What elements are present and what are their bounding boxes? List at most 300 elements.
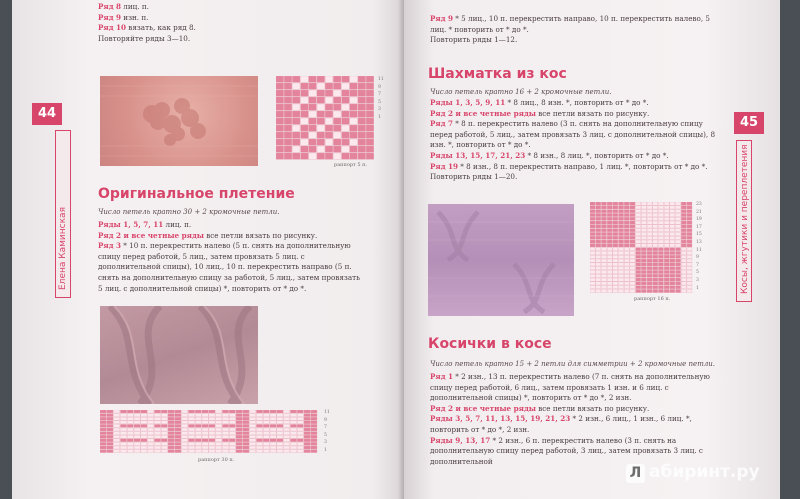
chart-cell bbox=[687, 229, 692, 232]
page-number-left: 44 bbox=[32, 103, 62, 125]
chart-cell bbox=[681, 248, 686, 251]
chart-cell bbox=[148, 417, 154, 420]
chart-cell bbox=[277, 442, 283, 445]
chart-cell bbox=[601, 244, 606, 247]
chart-cell bbox=[175, 450, 181, 453]
chart-cell bbox=[687, 206, 692, 209]
chart-cell bbox=[141, 446, 147, 449]
chart-cell bbox=[601, 213, 606, 216]
chart-cell bbox=[658, 274, 663, 277]
chart-cell bbox=[596, 251, 601, 254]
chart-cell bbox=[613, 221, 618, 224]
chart-cell bbox=[222, 432, 228, 435]
chart-cell bbox=[687, 278, 692, 281]
chart-cell bbox=[209, 421, 215, 424]
chart-cell bbox=[676, 251, 681, 254]
left-page bbox=[12, 0, 404, 499]
chart-cell bbox=[664, 213, 669, 216]
chart-cell bbox=[127, 442, 133, 445]
chart-cell bbox=[601, 229, 606, 232]
chart-cell bbox=[195, 424, 201, 427]
chart-checker-cables-repeat: раппорт 16 п. bbox=[634, 296, 671, 302]
chart-cell bbox=[596, 259, 601, 262]
chart-cell bbox=[127, 428, 133, 431]
chart-cell bbox=[607, 267, 612, 270]
chart-cell bbox=[658, 263, 663, 266]
chart-cell bbox=[366, 104, 374, 110]
chart-cell bbox=[670, 278, 675, 281]
chart-cell bbox=[653, 274, 658, 277]
chart-cell bbox=[250, 421, 256, 424]
chart-cell bbox=[216, 435, 222, 438]
chart-cell bbox=[284, 446, 290, 449]
chart-cell bbox=[301, 125, 309, 131]
row-number: 11 bbox=[324, 410, 330, 415]
chart-cell bbox=[342, 118, 350, 124]
chart-cell bbox=[317, 76, 325, 82]
chart-cell bbox=[148, 439, 154, 442]
chart-cell bbox=[148, 435, 154, 438]
chart-cell bbox=[120, 450, 126, 453]
chart-cell bbox=[154, 424, 160, 427]
chart-cell bbox=[154, 432, 160, 435]
chart-cell bbox=[243, 428, 249, 431]
chart-cell bbox=[148, 424, 154, 427]
chart-cell bbox=[297, 410, 303, 413]
chart-cell bbox=[168, 442, 174, 445]
chart-cell bbox=[277, 417, 283, 420]
chart-cell bbox=[120, 424, 126, 427]
chart-cell bbox=[325, 111, 333, 117]
chart-cell bbox=[301, 97, 309, 103]
chart-cell bbox=[236, 442, 242, 445]
chart-cell bbox=[309, 76, 317, 82]
chart-cell bbox=[284, 153, 292, 159]
chart-cell bbox=[107, 439, 113, 442]
chart-cell bbox=[647, 240, 652, 243]
chart-cell bbox=[270, 442, 276, 445]
chart-cell bbox=[658, 286, 663, 289]
chart-cell bbox=[653, 221, 658, 224]
chart-cell bbox=[243, 439, 249, 442]
chart-cell bbox=[284, 146, 292, 152]
chart-cell bbox=[596, 278, 601, 281]
chart-cell bbox=[653, 248, 658, 251]
chart-cell bbox=[134, 428, 140, 431]
chart-cell bbox=[175, 435, 181, 438]
chart-cell bbox=[250, 414, 256, 417]
chart-cell bbox=[670, 240, 675, 243]
chart-cell bbox=[100, 414, 106, 417]
chart-cell bbox=[154, 428, 160, 431]
chart-cell bbox=[209, 424, 215, 427]
chart-cell bbox=[596, 213, 601, 216]
chart-cell bbox=[168, 410, 174, 413]
chart-cell bbox=[636, 255, 641, 258]
chart-cell bbox=[613, 263, 618, 266]
chart-cell bbox=[290, 424, 296, 427]
chart-cell bbox=[127, 417, 133, 420]
chart-cell bbox=[619, 236, 624, 239]
chart-cell bbox=[607, 289, 612, 292]
chart-cell bbox=[676, 289, 681, 292]
chart-cell bbox=[256, 410, 262, 413]
chart-cell bbox=[311, 421, 317, 424]
chart-cell bbox=[653, 217, 658, 220]
chart-cell bbox=[277, 424, 283, 427]
chart-cell bbox=[141, 410, 147, 413]
chart-cell bbox=[263, 421, 269, 424]
chart-cell bbox=[681, 202, 686, 205]
chart-cell bbox=[161, 435, 167, 438]
chart-cell bbox=[596, 229, 601, 232]
chart-cell bbox=[154, 410, 160, 413]
chart-cell bbox=[647, 255, 652, 258]
chart-cell bbox=[107, 446, 113, 449]
chart-cell bbox=[209, 450, 215, 453]
chart-cell bbox=[636, 289, 641, 292]
chart-cell bbox=[290, 414, 296, 417]
chart-cell bbox=[290, 410, 296, 413]
author-name: Елена Каминская bbox=[58, 207, 68, 290]
chart-cell bbox=[647, 282, 652, 285]
chart-cell bbox=[590, 282, 595, 285]
chart-cell bbox=[161, 432, 167, 435]
chart-cell bbox=[342, 90, 350, 96]
chart-cell bbox=[277, 421, 283, 424]
chart-cell bbox=[658, 270, 663, 273]
chart-cell bbox=[619, 229, 624, 232]
chart-cell bbox=[687, 282, 692, 285]
chart-cell bbox=[256, 450, 262, 453]
chart-cell bbox=[107, 424, 113, 427]
chart-cell bbox=[664, 229, 669, 232]
chart-cell bbox=[168, 424, 174, 427]
chart-cell bbox=[658, 221, 663, 224]
chart-cell bbox=[647, 217, 652, 220]
chart-cell bbox=[601, 232, 606, 235]
chart-cell bbox=[270, 432, 276, 435]
chart-cell bbox=[311, 446, 317, 449]
chart-cell bbox=[202, 435, 208, 438]
chart-cell bbox=[317, 83, 325, 89]
section-title-checker-cables: Шахматка из кос bbox=[428, 66, 567, 82]
chart-cell bbox=[141, 414, 147, 417]
chart-cell bbox=[175, 421, 181, 424]
row-number: 19 bbox=[696, 217, 702, 223]
chart-cell bbox=[607, 232, 612, 235]
chart-cell bbox=[641, 202, 646, 205]
chart-cell bbox=[366, 111, 374, 117]
chart-cell bbox=[270, 410, 276, 413]
chart-cell bbox=[284, 410, 290, 413]
chart-cell bbox=[309, 153, 317, 159]
chart-cell bbox=[154, 435, 160, 438]
chart-cell bbox=[188, 417, 194, 420]
chart-cell bbox=[263, 450, 269, 453]
chart-cell bbox=[619, 274, 624, 277]
chart-cell bbox=[601, 225, 606, 228]
chart-cell bbox=[297, 432, 303, 435]
chart-cell bbox=[676, 206, 681, 209]
chart-cell bbox=[134, 417, 140, 420]
row-number: 1 bbox=[378, 114, 381, 120]
chart-cell bbox=[676, 263, 681, 266]
chart-cell bbox=[590, 259, 595, 262]
chart-cell bbox=[619, 259, 624, 262]
chart-cell bbox=[676, 240, 681, 243]
chart-cell bbox=[636, 202, 641, 205]
chart-cell bbox=[195, 432, 201, 435]
chart-cell bbox=[276, 118, 284, 124]
chart-cell bbox=[630, 232, 635, 235]
chart-cell bbox=[664, 244, 669, 247]
chart-cell bbox=[182, 446, 188, 449]
chart-cell bbox=[148, 442, 154, 445]
chart-cell bbox=[284, 125, 292, 131]
chart-cell bbox=[168, 428, 174, 431]
chart-cell bbox=[676, 278, 681, 281]
chart-cell bbox=[636, 248, 641, 251]
chart-cell bbox=[236, 410, 242, 413]
chart-cell bbox=[681, 244, 686, 247]
chart-cell bbox=[613, 202, 618, 205]
chart-cell bbox=[664, 232, 669, 235]
page-number-right: 45 bbox=[734, 112, 764, 134]
chart-cell bbox=[216, 446, 222, 449]
chart-cell bbox=[681, 225, 686, 228]
chart-cell bbox=[624, 225, 629, 228]
chart-cell bbox=[148, 432, 154, 435]
chart-cell bbox=[100, 446, 106, 449]
chart-cell bbox=[681, 263, 686, 266]
chart-cell bbox=[236, 414, 242, 417]
chart-cell bbox=[209, 432, 215, 435]
chart-cell bbox=[590, 210, 595, 213]
chart-cell bbox=[342, 111, 350, 117]
chart-cell bbox=[630, 267, 635, 270]
chart-cell bbox=[613, 289, 618, 292]
chart-cell bbox=[290, 417, 296, 420]
chart-cell bbox=[676, 282, 681, 285]
chart-cell bbox=[154, 446, 160, 449]
chart-cell bbox=[292, 125, 300, 131]
chart-cell bbox=[134, 446, 140, 449]
chart-cell bbox=[596, 270, 601, 273]
chart-cell bbox=[154, 450, 160, 453]
chart-cell bbox=[168, 439, 174, 442]
chart-cell bbox=[619, 278, 624, 281]
chart-cell bbox=[670, 259, 675, 262]
chart-cell bbox=[596, 248, 601, 251]
chart-cell bbox=[342, 83, 350, 89]
chart-cell bbox=[114, 421, 120, 424]
chart-cell bbox=[676, 217, 681, 220]
chart-cell bbox=[687, 286, 692, 289]
chart-cell bbox=[161, 442, 167, 445]
chart-cell bbox=[676, 232, 681, 235]
chart-cell bbox=[229, 421, 235, 424]
chart-cell bbox=[619, 210, 624, 213]
chart-cell bbox=[664, 278, 669, 281]
chart-cell bbox=[664, 251, 669, 254]
chart-cell bbox=[366, 90, 374, 96]
chart-cell bbox=[182, 435, 188, 438]
chart-cell bbox=[284, 132, 292, 138]
chart-cell bbox=[270, 424, 276, 427]
chart-cell bbox=[681, 229, 686, 232]
chart-cell bbox=[276, 83, 284, 89]
chart-cell bbox=[263, 424, 269, 427]
chart-cell bbox=[590, 251, 595, 254]
chart-cell bbox=[607, 206, 612, 209]
chart-cell bbox=[216, 439, 222, 442]
row-number: 13 bbox=[696, 239, 702, 245]
chart-cell bbox=[333, 118, 341, 124]
chart-cell bbox=[366, 153, 374, 159]
chart-cell bbox=[681, 267, 686, 270]
chart-cell bbox=[120, 435, 126, 438]
chart-cell bbox=[243, 450, 249, 453]
chart-cell bbox=[161, 450, 167, 453]
chart-cell bbox=[636, 232, 641, 235]
chart-cell bbox=[114, 417, 120, 420]
chart-cell bbox=[127, 414, 133, 417]
chart-original-weave-repeat: раппорт 30 п. bbox=[198, 457, 235, 463]
chart-cell bbox=[658, 278, 663, 281]
chart-cell bbox=[613, 232, 618, 235]
chart-cell bbox=[596, 244, 601, 247]
chart-cell bbox=[229, 450, 235, 453]
chart-cell bbox=[250, 410, 256, 413]
chart-cell bbox=[630, 213, 635, 216]
chart-cell bbox=[161, 421, 167, 424]
chart-cell bbox=[222, 428, 228, 431]
chart-cell bbox=[630, 270, 635, 273]
left-top-rows: Ряд 8 лиц. п. Ряд 9 изн. п. Ряд 10 вязать, как ряд 8. Повторяйте ряды 3—10. bbox=[98, 2, 196, 43]
chart-cell bbox=[366, 97, 374, 103]
chart-cell bbox=[607, 236, 612, 239]
chart-cell bbox=[653, 255, 658, 258]
chart-cell bbox=[624, 286, 629, 289]
chart-cell bbox=[107, 428, 113, 431]
chart-cell bbox=[658, 267, 663, 270]
chart-cell bbox=[630, 282, 635, 285]
chart-cell bbox=[284, 450, 290, 453]
chart-cell bbox=[134, 421, 140, 424]
chart-cell bbox=[317, 118, 325, 124]
chart-cell bbox=[358, 76, 366, 82]
chart-cell bbox=[222, 424, 228, 427]
chart-cell bbox=[301, 83, 309, 89]
chart-cell bbox=[613, 213, 618, 216]
chart-cell bbox=[304, 428, 310, 431]
chart-cell bbox=[127, 450, 133, 453]
chart-cell bbox=[670, 263, 675, 266]
chart-cell bbox=[309, 90, 317, 96]
chart-cell bbox=[636, 267, 641, 270]
chart-cell bbox=[188, 435, 194, 438]
chart-cell bbox=[664, 270, 669, 273]
chart-cell bbox=[222, 410, 228, 413]
chart-cell bbox=[114, 424, 120, 427]
chart-cell bbox=[292, 76, 300, 82]
chart-cell bbox=[114, 442, 120, 445]
chart-cell bbox=[216, 432, 222, 435]
chart-cell bbox=[670, 244, 675, 247]
chart-cell bbox=[358, 146, 366, 152]
chart-cell bbox=[222, 414, 228, 417]
chart-cell bbox=[590, 236, 595, 239]
chart-cell bbox=[222, 421, 228, 424]
chart-cell bbox=[687, 213, 692, 216]
chart-cell bbox=[636, 236, 641, 239]
chart-cell bbox=[276, 104, 284, 110]
chart-cell bbox=[681, 255, 686, 258]
chart-cell bbox=[647, 225, 652, 228]
chart-original-weave-row-numbers bbox=[324, 409, 330, 455]
chart-cell bbox=[636, 240, 641, 243]
chart-cell bbox=[613, 206, 618, 209]
chart-cell bbox=[270, 428, 276, 431]
chart-cell bbox=[229, 424, 235, 427]
chart-cell bbox=[630, 274, 635, 277]
chart-cell bbox=[216, 414, 222, 417]
chart-cell bbox=[325, 104, 333, 110]
chart-cell bbox=[636, 278, 641, 281]
chart-cell bbox=[284, 435, 290, 438]
chart-cell bbox=[195, 435, 201, 438]
chart-cell bbox=[325, 146, 333, 152]
chart-cell bbox=[624, 206, 629, 209]
chart-cell bbox=[350, 76, 358, 82]
chart-cell bbox=[175, 442, 181, 445]
chart-cell bbox=[630, 225, 635, 228]
chart-cell bbox=[297, 428, 303, 431]
chart-cell bbox=[304, 435, 310, 438]
chart-cell bbox=[209, 428, 215, 431]
chart-cell bbox=[366, 76, 374, 82]
chart-cell bbox=[658, 244, 663, 247]
chart-cell bbox=[309, 97, 317, 103]
chart-cell bbox=[653, 259, 658, 262]
chart-cell bbox=[263, 432, 269, 435]
chart-original-weave bbox=[100, 410, 322, 454]
chart-cell bbox=[243, 410, 249, 413]
chart-cell bbox=[309, 139, 317, 145]
chart-cell bbox=[641, 274, 646, 277]
chart-cell bbox=[590, 267, 595, 270]
chart-cell bbox=[297, 414, 303, 417]
chart-cell bbox=[636, 210, 641, 213]
chart-cell bbox=[619, 286, 624, 289]
chart-cell bbox=[624, 248, 629, 251]
chart-cell bbox=[182, 428, 188, 431]
chart-cell bbox=[641, 217, 646, 220]
chart-cell bbox=[154, 442, 160, 445]
chart-cell bbox=[317, 139, 325, 145]
chart-cell bbox=[601, 282, 606, 285]
chart-cell bbox=[653, 286, 658, 289]
chart-cell bbox=[317, 111, 325, 117]
chart-cell bbox=[641, 244, 646, 247]
chart-cell bbox=[243, 446, 249, 449]
chart-cell bbox=[641, 248, 646, 251]
chart-cell bbox=[366, 83, 374, 89]
chart-cell bbox=[366, 139, 374, 145]
chart-cell bbox=[276, 111, 284, 117]
chart-cell bbox=[154, 417, 160, 420]
